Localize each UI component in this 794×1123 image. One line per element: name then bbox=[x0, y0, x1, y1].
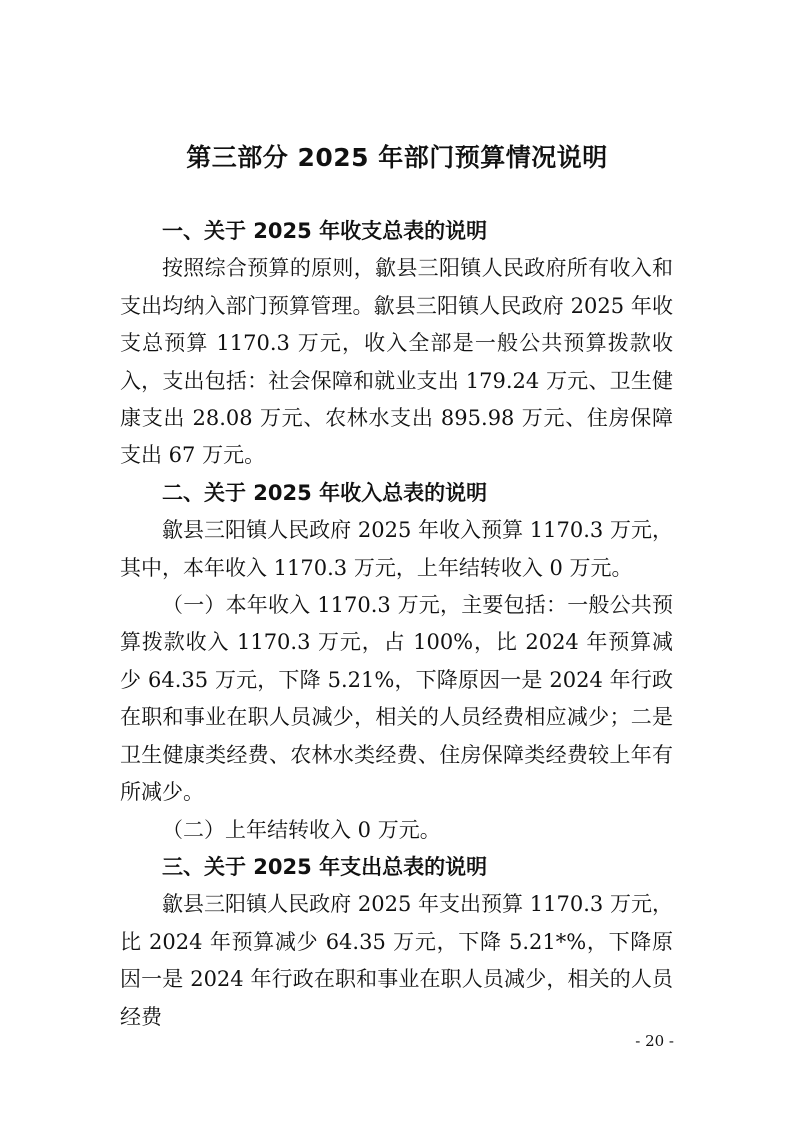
section-heading-3: 三、关于 2025 年支出总表的说明 bbox=[162, 854, 488, 879]
section-3-paragraph-1: 歙县三阳镇人民政府 2025 年支出预算 1170.3 万元，比 2024 年预算减少 64.35 万元，下降 5.21*%，下降原因一是 2024 年行政在职和事业在职人员减少，相关的人员经费 bbox=[120, 892, 673, 1029]
section-heading-1: 一、关于 2025 年收支总表的说明 bbox=[162, 219, 488, 243]
section-heading-2: 二、关于 2025 年收入总表的说明 bbox=[162, 480, 488, 505]
page-title: 第三部分 2025 年部门预算情况说明 bbox=[186, 143, 608, 172]
section-2-paragraph-3: （二）上年结转收入 0 万元。 bbox=[162, 817, 441, 842]
section-1-paragraph-1: 按照综合预算的原则，歙县三阳镇人民政府所有收入和支出均纳入部门预算管理。歙县三阳镇人民政府 2025 年收支总预算 1170.3 万元，收入全部是一般公共预算拨款收入，支出包括：社会保障和就业支出 179.24 万元、卫生健康支出 28.08 万元、农林水支出 895.98 万元、住房保障支出 67 万元。 bbox=[120, 256, 673, 468]
section-2-paragraph-1: 歙县三阳镇人民政府 2025 年收入预算 1170.3 万元，其中，本年收入 1170.3 万元，上年结转收入 0 万元。 bbox=[120, 518, 673, 580]
document-body bbox=[120, 213, 673, 1036]
page-number: - 20 - bbox=[635, 1032, 674, 1050]
section-2-paragraph-2: （一）本年收入 1170.3 万元，主要包括：一般公共预算拨款收入 1170.3 万元，占 100%，比 2024 年预算减少 64.35 万元，下降 5.21%，下降原因一是 2024 年行政在职和事业在职人员减少，相关的人员经费相应减少；二是卫生健康类经费、农林水类经费、住房保障类经费较上年有所减少。 bbox=[120, 593, 673, 805]
